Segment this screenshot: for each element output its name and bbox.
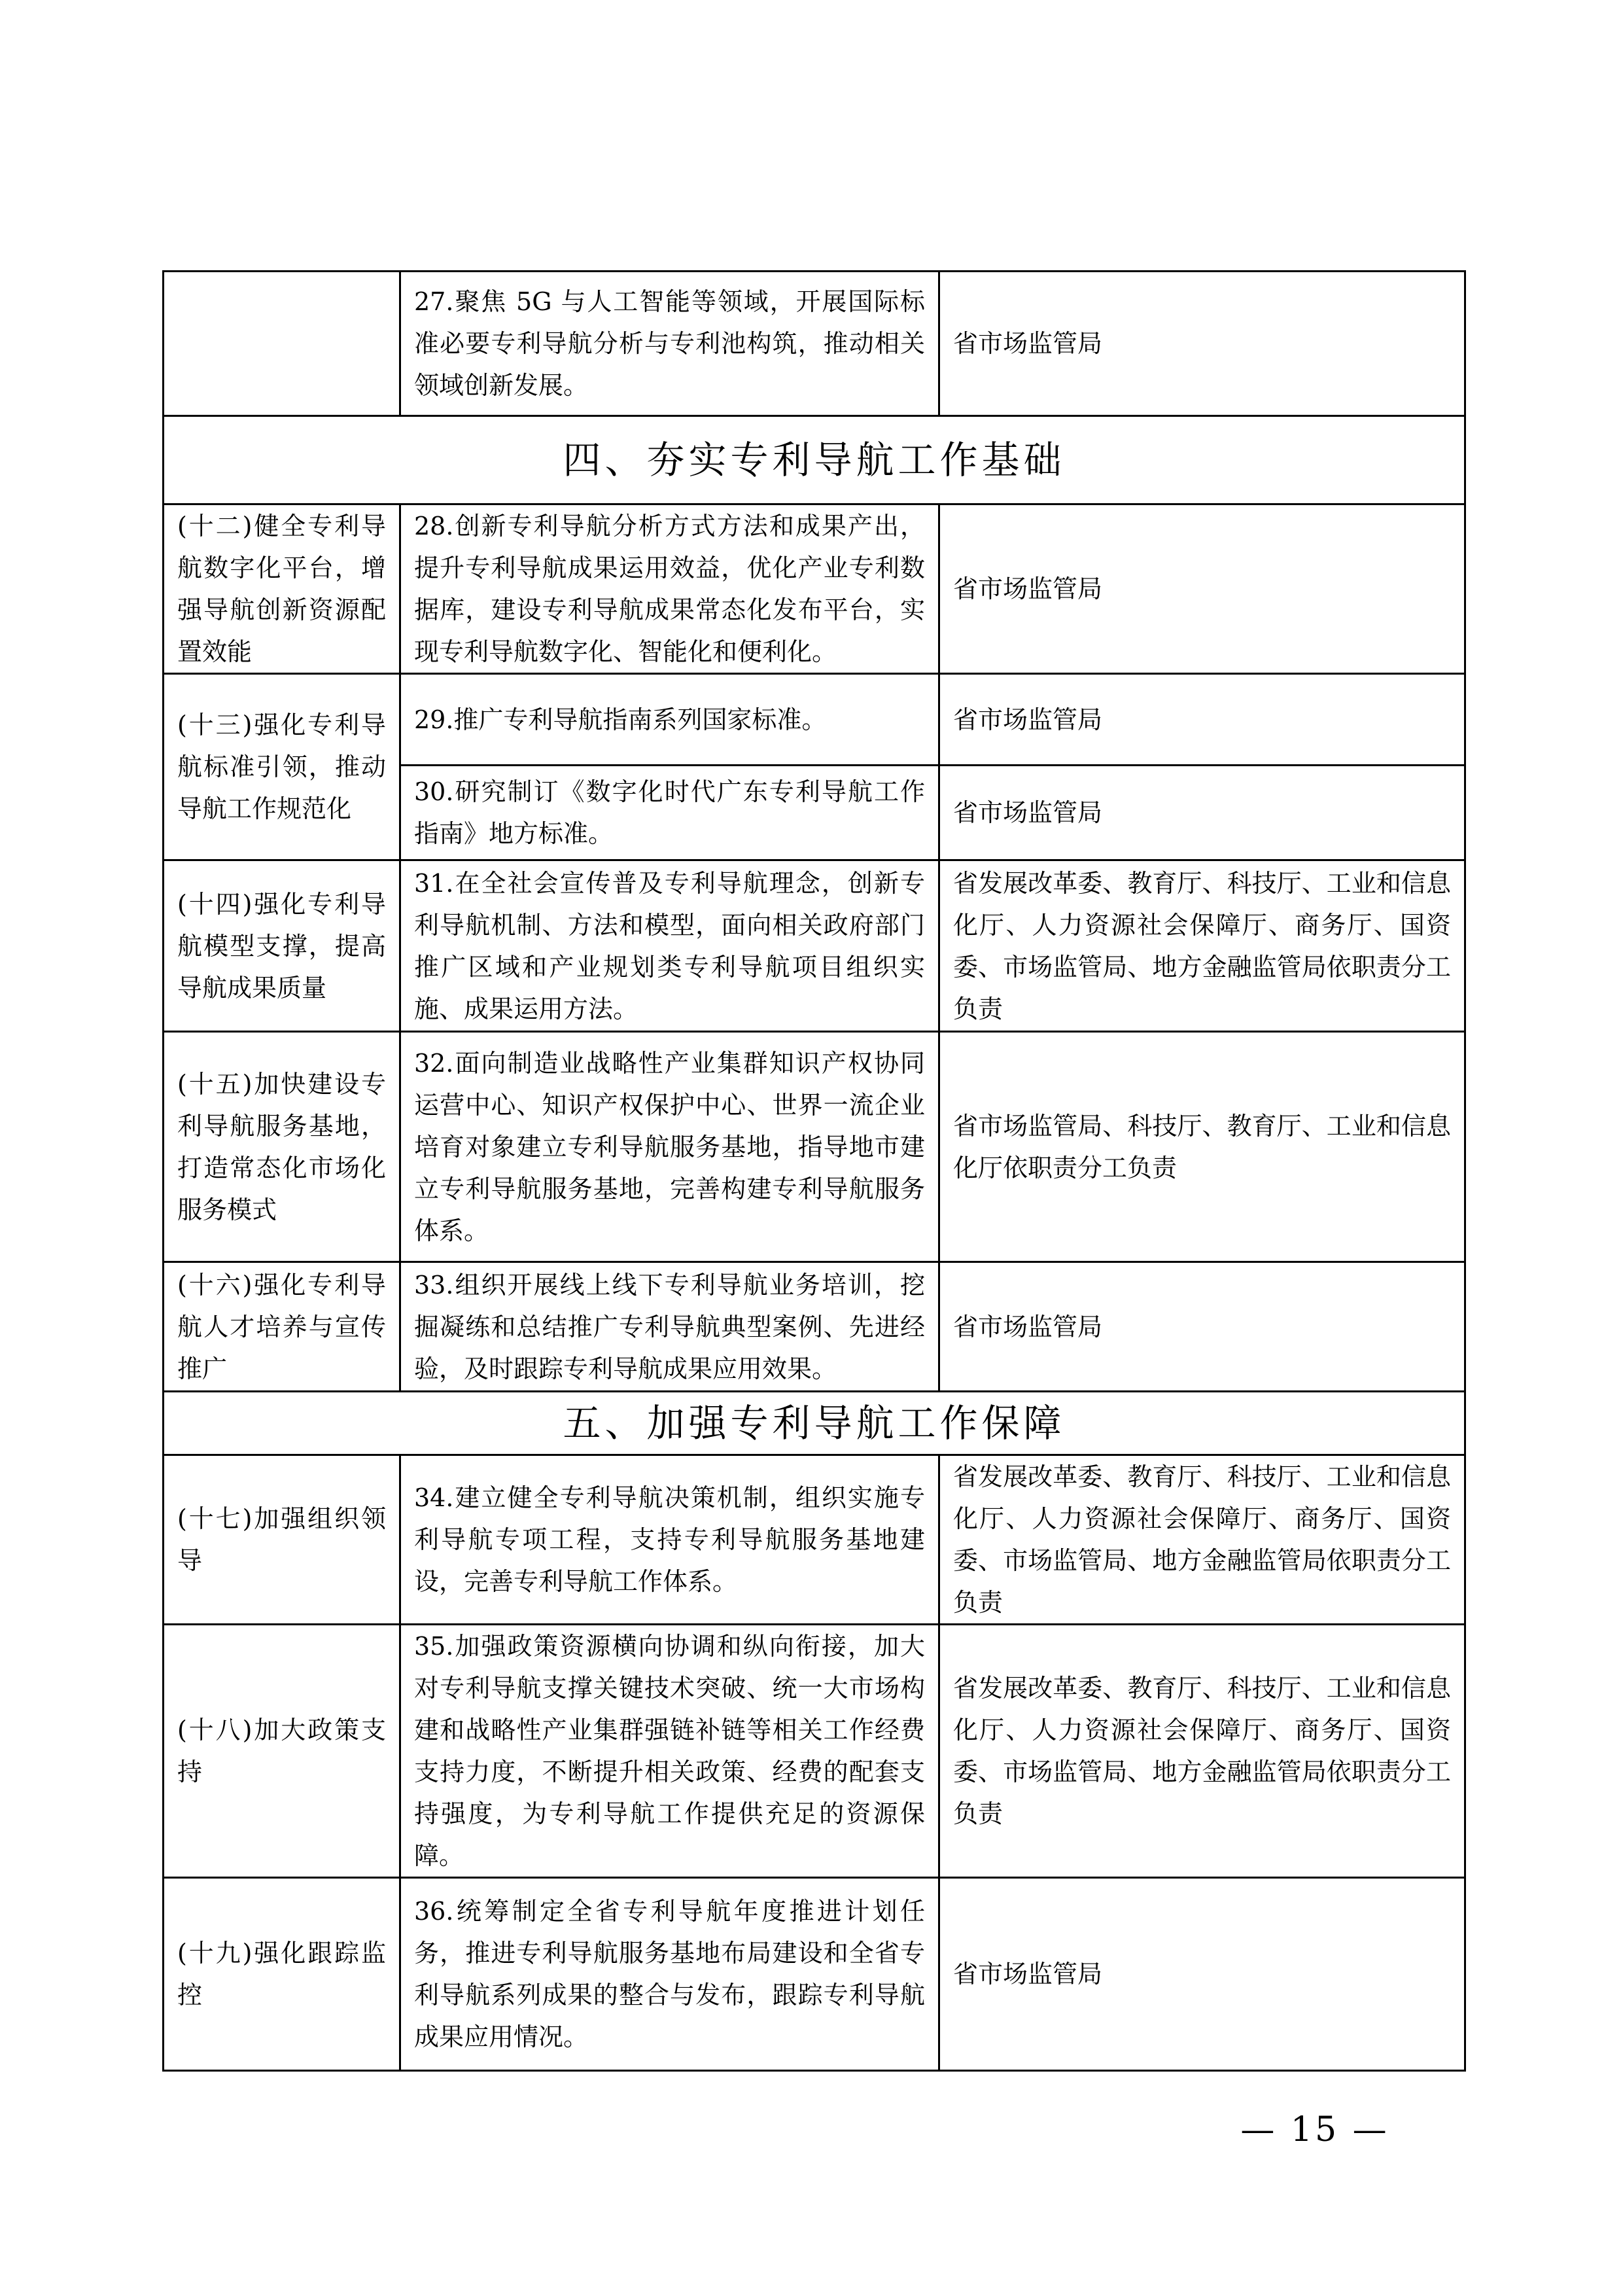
task-cell: 31.在全社会宣传普及专利导航理念，创新专利导航机制、方法和模型，面向相关政府部门推广区域和产业规划类专利导航项目组织实施、成果运用方法。 xyxy=(400,860,939,1032)
task-cell: 33.组织开展线上线下专利导航业务培训，挖掘凝练和总结推广专利导航典型案例、先进经验，及时跟踪专利导航成果应用效果。 xyxy=(400,1262,939,1392)
task-cell: 28.创新专利导航分析方式方法和成果产出，提升专利导航成果运用效益，优化产业专利数据库，建设专利导航成果常态化发布平台，实现专利导航数字化、智能化和便利化。 xyxy=(400,504,939,674)
owner-cell: 省市场监管局 xyxy=(939,1262,1465,1392)
measure-cell: (十九)强化跟踪监控 xyxy=(164,1878,400,2071)
table-row xyxy=(164,674,1465,766)
owner-cell: 省发展改革委、教育厅、科技厅、工业和信息化厅、人力资源社会保障厅、商务厅、国资委、市场监管局、地方金融监管局依职责分工负责 xyxy=(939,860,1465,1032)
measure-cell: (十六)强化专利导航人才培养与宣传推广 xyxy=(164,1262,400,1392)
task-cell: 29.推广专利导航指南系列国家标准。 xyxy=(400,674,939,766)
table-row xyxy=(164,1455,1465,1625)
owner-cell: 省市场监管局 xyxy=(939,272,1465,416)
table-row xyxy=(164,1262,1465,1392)
task-cell: 36.统筹制定全省专利导航年度推进计划任务，推进专利导航服务基地布局建设和全省专利导航系列成果的整合与发布，跟踪专利导航成果应用情况。 xyxy=(400,1878,939,2071)
section-row xyxy=(164,1392,1465,1455)
owner-cell: 省发展改革委、教育厅、科技厅、工业和信息化厅、人力资源社会保障厅、商务厅、国资委、市场监管局、地方金融监管局依职责分工负责 xyxy=(939,1455,1465,1625)
owner-cell: 省市场监管局 xyxy=(939,766,1465,860)
owner-cell: 省发展改革委、教育厅、科技厅、工业和信息化厅、人力资源社会保障厅、商务厅、国资委、市场监管局、地方金融监管局依职责分工负责 xyxy=(939,1625,1465,1878)
table-row xyxy=(164,860,1465,1032)
section-heading: 四、夯实专利导航工作基础 xyxy=(164,416,1465,504)
measure-cell xyxy=(164,272,400,416)
measure-cell: (十四)强化专利导航模型支撑，提高导航成果质量 xyxy=(164,860,400,1032)
page-number: — 15 — xyxy=(1240,2110,1389,2149)
table-row xyxy=(164,272,1465,416)
measure-cell: (十三)强化专利导航标准引领，推动导航工作规范化 xyxy=(164,674,400,860)
task-cell: 35.加强政策资源横向协调和纵向衔接，加大对专利导航支撑关键技术突破、统一大市场构建和战略性产业集群强链补链等相关工作经费支持力度，不断提升相关政策、经费的配套支持强度，为专利导航工作提供充足的资源保障。 xyxy=(400,1625,939,1878)
table-row xyxy=(164,504,1465,674)
owner-cell: 省市场监管局 xyxy=(939,1878,1465,2071)
table-row xyxy=(164,1878,1465,2071)
section-heading: 五、加强专利导航工作保障 xyxy=(164,1392,1465,1455)
measure-cell: (十七)加强组织领导 xyxy=(164,1455,400,1625)
measure-cell: (十二)健全专利导航数字化平台，增强导航创新资源配置效能 xyxy=(164,504,400,674)
table-row xyxy=(164,1032,1465,1262)
table-row xyxy=(164,1625,1465,1878)
task-table xyxy=(162,270,1466,2072)
owner-cell: 省市场监管局、科技厅、教育厅、工业和信息化厅依职责分工负责 xyxy=(939,1032,1465,1262)
section-row xyxy=(164,416,1465,504)
task-cell: 27.聚焦 5G 与人工智能等领域，开展国际标准必要专利导航分析与专利池构筑，推动相关领域创新发展。 xyxy=(400,272,939,416)
owner-cell: 省市场监管局 xyxy=(939,674,1465,766)
measure-cell: (十五)加快建设专利导航服务基地，打造常态化市场化服务模式 xyxy=(164,1032,400,1262)
measure-cell: (十八)加大政策支持 xyxy=(164,1625,400,1878)
task-cell: 30.研究制订《数字化时代广东专利导航工作指南》地方标准。 xyxy=(400,766,939,860)
owner-cell: 省市场监管局 xyxy=(939,504,1465,674)
task-cell: 32.面向制造业战略性产业集群知识产权协同运营中心、知识产权保护中心、世界一流企业培育对象建立专利导航服务基地，指导地市建立专利导航服务基地，完善构建专利导航服务体系。 xyxy=(400,1032,939,1262)
task-cell: 34.建立健全专利导航决策机制，组织实施专利导航专项工程，支持专利导航服务基地建设，完善专利导航工作体系。 xyxy=(400,1455,939,1625)
